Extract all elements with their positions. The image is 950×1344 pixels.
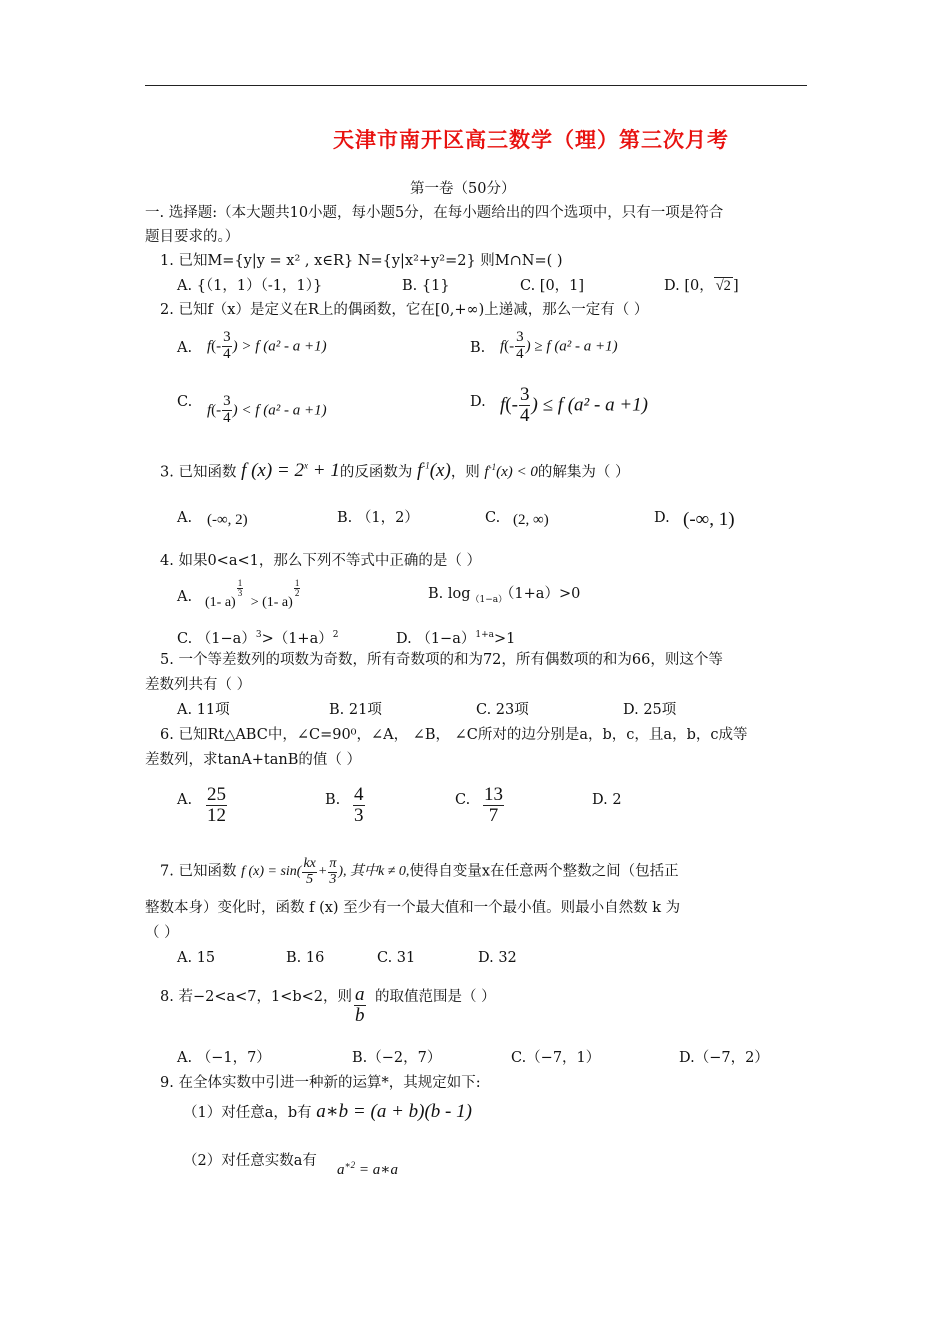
q2-option-b-label: B.	[470, 340, 486, 356]
q7-option-a: A. 15	[177, 950, 216, 966]
q2-option-b-expr: f(- $\frac{3}{4}$ ) ≥ f (a² - a +1)	[500, 329, 618, 362]
q9-stem: 9. 在全体实数中引进一种新的运算*，其规定如下:	[160, 1075, 481, 1091]
q3-option-c-value: (2, ∞)	[513, 512, 549, 528]
q6-option-a-fraction: $\frac{25}{12}$	[207, 784, 226, 826]
q6-option-c-label: C.	[455, 792, 471, 808]
q4-stem: 4. 如果0<a<1，那么下列不等式中正确的是（ ）	[160, 553, 481, 569]
q2-option-d-expr: f(- $\frac{3}{4}$ ) ≤ f (a² - a +1)	[500, 384, 648, 426]
q3-option-d-value: (-∞, 1)	[683, 509, 735, 530]
q3-option-a-label: A.	[177, 510, 193, 526]
q2-stem: 2. 已知f（x）是定义在R上的偶函数，它在[0,+∞)上递减，那么一定有（ ）	[160, 302, 649, 318]
q2-option-a-expr: f(- $\frac{3}{4}$ ) > f (a² - a +1)	[207, 329, 327, 362]
q3-option-c-label: C.	[485, 510, 501, 526]
q6-stem-line-2: 差数列，求tanA+tanB的值（ ）	[145, 752, 362, 768]
page-title: 天津市南开区高三数学（理）第三次月考	[333, 127, 729, 152]
q4-option-b: B. $\log_{(1-a)}(1+a)>0$	[428, 586, 581, 605]
q8-fraction: $\frac{a}{b}$	[355, 984, 365, 1026]
q1-option-d-value: √2	[715, 278, 731, 294]
q5-stem-line-1: 5. 一个等差数列的项数为奇数，所有奇数项的和为72，所有偶数项的和为66，则这个等	[160, 652, 723, 668]
q6-option-c-fraction: $\frac{13}{7}$	[484, 784, 503, 826]
instructions-line-1: 一. 选择题:（本大题共10小题，每小题5分，在每小题给出的四个选项中，只有一项是符合	[145, 205, 724, 221]
q1-option-c: C. [0，1]	[520, 278, 585, 294]
q1-option-b: B. {1}	[402, 278, 450, 294]
q7-stem-line-2: 整数本身）变化时，函数 f (x) 至少有一个最大值和一个最小值。则最小自然数 k 为	[145, 900, 681, 916]
q2-option-c-expr: f(- $\frac{3}{4}$ ) < f (a² - a +1)	[207, 393, 327, 426]
q7-option-c: C. 31	[377, 950, 416, 966]
instructions-line-2: 题目要求的。）	[145, 229, 240, 245]
q9-rule-1: （1）对任意a，b有 a∗b = (a + b)(b - 1)	[183, 1101, 472, 1122]
q1-option-a: A. {（1，1）（-1，1）}	[177, 278, 323, 294]
q8-option-b: B.（−2，7）	[352, 1050, 442, 1066]
q5-option-a: A. 11项	[177, 702, 230, 718]
q6-option-b-label: B.	[325, 792, 341, 808]
q1-stem: 1. 已知M={y|y = x² , x∈R} N={y|x²+y²=2} 则M∩N=( )	[160, 253, 563, 269]
q4-option-c: C. $(1-a)^3>(1+a)^2$	[177, 630, 339, 647]
q2-option-a-label: A.	[177, 340, 193, 356]
q4-option-a-expr: (1- a) $\frac{1}{3}$ > (1- a) $\frac{1}{2}$	[205, 577, 300, 610]
q3-option-a-value: (-∞, 2)	[207, 512, 248, 528]
q5-stem-line-2: 差数列共有（ ）	[145, 677, 252, 693]
q6-stem-line-1: 6. 已知Rt△ABC中，∠C=90⁰，∠A， ∠B， ∠C所对的边分别是a，b，c，且a，b，c成等	[160, 727, 748, 743]
section-heading: 第一卷（50分）	[410, 181, 516, 197]
q8-stem-suffix: 的取值范围是（ ）	[375, 989, 496, 1005]
q4-option-a-label: A.	[177, 589, 193, 605]
q8-option-a: A. （−1，7）	[177, 1050, 271, 1066]
q5-option-c: C. 23项	[476, 702, 529, 718]
q3-option-b: B. （1，2）	[337, 510, 419, 526]
q3-option-d-label: D.	[654, 510, 670, 526]
q6-option-d: D. 2	[592, 792, 622, 808]
q5-option-b: B. 21项	[329, 702, 382, 718]
q9-rule-2-text: （2）对任意实数a有	[183, 1153, 317, 1169]
q8-stem-prefix: 8. 若−2<a<7，1<b<2，则	[160, 989, 353, 1005]
header-rule	[145, 85, 807, 86]
q1-option-d-label: D. [0，	[664, 278, 714, 294]
q2-option-c-label: C.	[177, 394, 193, 410]
q4-option-d: D. $(1-a)^{1+a}>1$	[396, 630, 516, 647]
q2-option-d-label: D.	[470, 394, 486, 410]
q8-option-d: D.（−7，2）	[679, 1050, 769, 1066]
q7-option-d: D. 32	[478, 950, 517, 966]
q7-stem-line-1: 7. 已知函数 f (x) = sin( $\frac{kx}{5}$ + $\frac{\pi}{3}$ ), 其中k ≠ 0,使得自变量x在任意两个整数之间（包括正	[160, 856, 679, 887]
q6-option-b-fraction: $\frac{4}{3}$	[354, 784, 364, 826]
q5-option-d: D. 25项	[623, 702, 677, 718]
q8-option-c: C.（−7，1）	[511, 1050, 601, 1066]
q7-stem-line-3: （ ）	[145, 925, 179, 941]
q7-option-b: B. 16	[286, 950, 325, 966]
q9-rule-2-math: $a^{∗2}$ = a∗a	[337, 1160, 398, 1178]
q3-stem: 3. 已知函数 f $(x) = 2^x + 1$的反函数为 $f^{-1}(x)$，则 $f^{-1}(x) < 0$的解集为（ ）	[160, 460, 630, 482]
q6-option-a-label: A.	[177, 792, 193, 808]
q1-option-d: D. [0， √2 ]	[664, 278, 739, 294]
